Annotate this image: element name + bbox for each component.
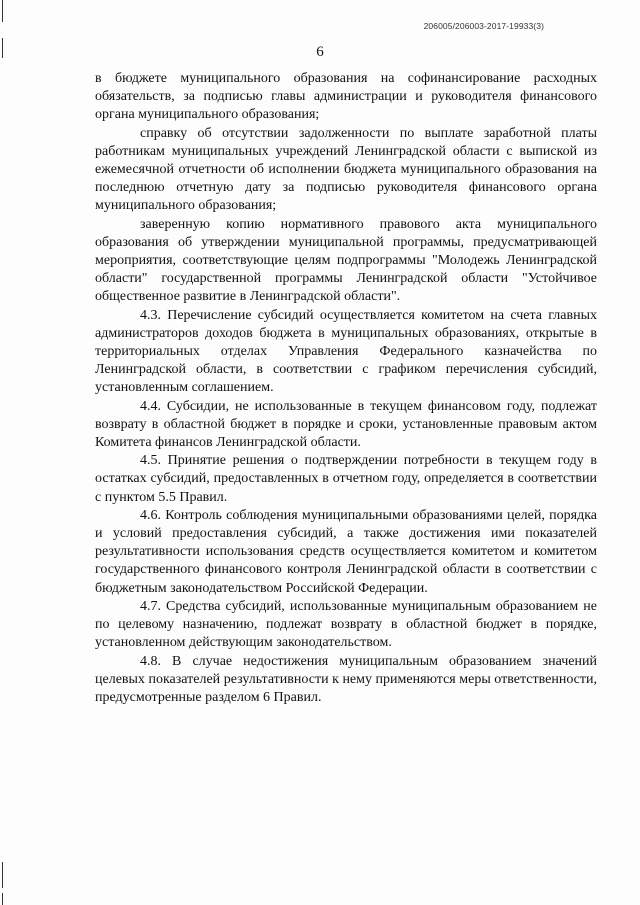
paragraph-4-4: 4.4. Субсидии, не использованные в текущем финансовом году, подлежат возврату в областной бюджет в порядке и сроки, установленные правовым актом Комитета финансов Ленинградской области. (95, 398, 597, 451)
paragraph-4-8: 4.8. В случае недостижения муниципальным образованием значений целевых показателей результативности к нему применяются меры ответственности, предусмотренные разделом 6 Правил. (95, 653, 597, 705)
scan-edge-mark (2, 893, 3, 905)
scan-edge-mark (2, 0, 3, 22)
paragraph-4-7: 4.7. Средства субсидий, использованные муниципальным образованием не по целевому назначению, подлежат возврату в областной бюджет в порядке, установленном действующим законодательством. (95, 598, 597, 651)
document-id: 206005/206003-2017-19933(3) (423, 21, 544, 31)
paragraph-4-6: 4.6. Контроль соблюдения муниципальными образованиями целей, порядка и условий предоставления субсидий, а также достижения ими показателей результативности использования средств осуществляется комитетом и комитетом государственного финансового контроля Ленинградской области в соответствии с бюджетным законодательством Российской Федерации. (95, 507, 597, 596)
page-number: 6 (316, 44, 324, 60)
paragraph-budget-extract: в бюджете муниципального образования на софинансирование расходных обязательств, за подписью главы администрации и руководителя финансового органа муниципального образования; (95, 71, 597, 123)
scan-edge-mark (2, 862, 3, 888)
paragraph-legal-act-copy: заверенную копию нормативного правового акта муниципального образования об утверждении муниципальной программы, предусматривающей мероприятия, соответствующие целям подпрограммы "Молодежь Ленинградской области" государственной программы Ленинградской области "Устойчивое общественное развитие в Ленинградской области". (95, 216, 597, 305)
paragraph-salary-debt-certificate: справку об отсутствии задолженности по выплате заработной платы работникам муниципальных учреждений Ленинградской области с выпиской из ежемесячной отчетности об исполнении бюджета муниципального образования на последнюю отчетную дату за подписью руководителя финансового органа муниципального образования; (95, 125, 597, 214)
paragraph-4-3: 4.3. Перечисление субсидий осуществляется комитетом на счета главных администраторов доходов бюджета в муниципальных образованиях, открытые в территориальных отделах Управления Федерального казначейства по Ленинградской области, в соответствии с графиком перечисления субсидий, установленным соглашением. (95, 307, 597, 396)
document-body (95, 70, 597, 707)
paragraph-4-5: 4.5. Принятие решения о подтверждении потребности в текущем году в остатках субсидий, предоставленных в отчетном году, определяется в соответствии с пунктом 5.5 Правил. (95, 453, 597, 505)
